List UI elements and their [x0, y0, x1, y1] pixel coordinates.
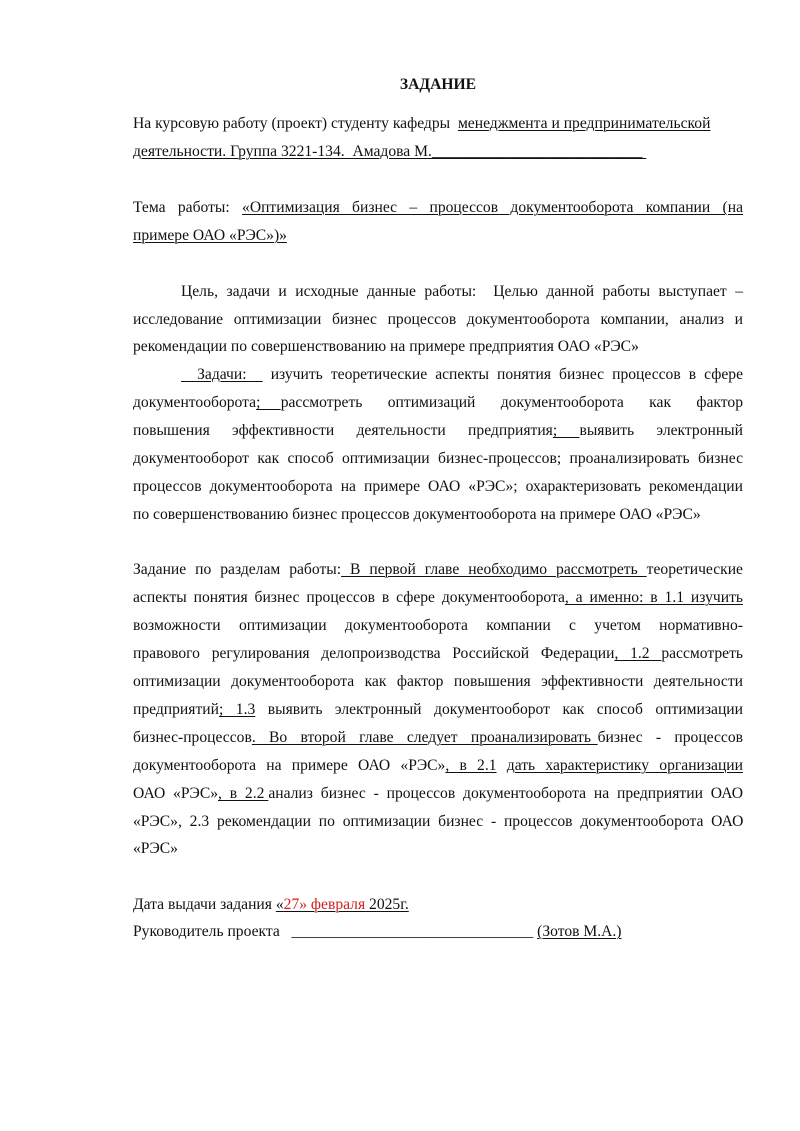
- sections-text-9c: анализ бизнес - процессов документооборота на предприятии ОАО: [268, 785, 743, 802]
- doc-title: ЗАДАНИЕ: [399, 76, 477, 93]
- sections-text-7b: . Во второй главе следует проанализировать: [251, 729, 598, 746]
- sections-line-11: «РЭС»: [133, 840, 178, 857]
- sections-text-9b: , в 2.2: [218, 785, 269, 802]
- sections-text-7c: бизнес - процессов: [597, 729, 743, 746]
- sections-text-2b: , а именно: в 1.1 изучить: [564, 589, 743, 606]
- sections-line-7: [133, 728, 743, 748]
- goal-line-3: рекомендации по совершенствованию на примере предприятия ОАО «РЭС»: [133, 338, 639, 355]
- topic-line-1: [133, 198, 743, 218]
- supervisor-line: [133, 922, 743, 942]
- tasks-text-1: изучить теоретические аспекты понятия бизнес процессов в сфере: [262, 366, 743, 383]
- issue-date-year: 2025г.: [365, 896, 409, 913]
- assignment-line-1: [133, 114, 743, 134]
- assignment-line-2: деятельности. Группа 3221-134. Амадова М.___________________________: [133, 143, 647, 160]
- tasks-text-2b: ;: [256, 394, 281, 411]
- sections-line-8: [133, 756, 743, 776]
- sections-text-7a: бизнес-процессов: [133, 729, 252, 746]
- tasks-line-5: процессов документооборота на примере ОАО «РЭС»; охарактеризовать рекомендации: [133, 478, 743, 495]
- sections-text-8a: документооборота на примере ОАО «РЭС»: [133, 757, 446, 774]
- sections-line-5: оптимизации документооборота как фактор повышения эффективности деятельности: [133, 673, 743, 690]
- sections-text-9a: ОАО «РЭС»: [133, 785, 219, 802]
- tasks-text-3b: ;: [552, 422, 580, 439]
- issue-date-open-quote: «: [275, 896, 284, 913]
- sections-label: Задание по разделам работы:: [133, 561, 342, 578]
- issue-date-line: [133, 895, 743, 915]
- sections-text-2a: аспекты понятия бизнес процессов в сфере документооборота: [133, 589, 565, 606]
- supervisor-name: (Зотов М.А.): [537, 923, 622, 940]
- sections-line-10: «РЭС», 2.3 рекомендации по оптимизации бизнес - процессов документооборота ОАО: [133, 813, 744, 830]
- sections-text-4b: , 1.2: [614, 645, 662, 662]
- sections-line-2: [133, 588, 743, 608]
- issue-date-label: Дата выдачи задания: [133, 896, 276, 913]
- goal-line-1: Цель, задачи и исходные данные работы: Целью данной работы выступает –: [181, 283, 743, 300]
- topic-title-part-1: «Оптимизация бизнес – процессов документооборота компании (на: [242, 199, 743, 216]
- sections-text-6b: ; 1.3: [218, 701, 256, 718]
- tasks-text-3a: повышения эффективности деятельности предприятия: [133, 422, 553, 439]
- tasks-text-2c: рассмотреть оптимизаций документооборота как фактор: [280, 394, 743, 411]
- sections-line-9: [133, 784, 743, 804]
- tasks-line-1: [181, 365, 743, 385]
- sections-text-1b: В первой главе необходимо рассмотреть: [341, 561, 647, 578]
- sections-line-1: [133, 560, 743, 580]
- issue-date-value: [276, 896, 409, 913]
- tasks-text-3c: выявить электронный: [579, 422, 743, 439]
- sections-line-6: [133, 700, 743, 720]
- sections-text-8c: [497, 757, 507, 774]
- tasks-line-6: по совершенствованию бизнес процессов документооборота на примере ОАО «РЭС»: [133, 506, 701, 523]
- topic-title-part-2: примере ОАО «РЭС»)»: [133, 227, 287, 244]
- sections-text-8b: , в 2.1: [445, 757, 497, 774]
- sections-text-4c: рассмотреть: [661, 645, 743, 662]
- signature-blank: _______________________________: [291, 923, 534, 940]
- sections-line-4: [133, 644, 743, 664]
- sections-text-8d: дать характеристику организации: [506, 757, 743, 774]
- tasks-line-2: [133, 393, 743, 413]
- assignment-prefix: На курсовую работу (проект) студенту кафедры: [133, 115, 458, 132]
- issue-date-day-month: 27» февраля: [283, 896, 366, 913]
- topic-label: Тема работы:: [133, 199, 243, 216]
- goal-line-2: исследование оптимизации бизнес процессов документооборота компании, анализ и: [133, 311, 743, 328]
- sections-text-1c: теоретические: [646, 561, 743, 578]
- sections-text-4a: правового регулирования делопроизводства Российской Федерации: [133, 645, 615, 662]
- tasks-text-2a: документооборота: [133, 394, 257, 411]
- supervisor-label: Руководитель проекта: [133, 923, 292, 940]
- tasks-label: Задачи:: [181, 366, 263, 383]
- tasks-line-3: [133, 421, 743, 441]
- tasks-line-4: документооборот как способ оптимизации бизнес-процессов; проанализировать бизнес: [133, 450, 743, 467]
- sections-text-6c: выявить электронный документооборот как способ оптимизации: [255, 701, 743, 718]
- department-name: менеджмента и предпринимательской: [457, 115, 711, 132]
- sections-line-3: возможности оптимизации документооборота компании с учетом нормативно-: [133, 617, 743, 634]
- sections-text-6a: предприятий: [133, 701, 219, 718]
